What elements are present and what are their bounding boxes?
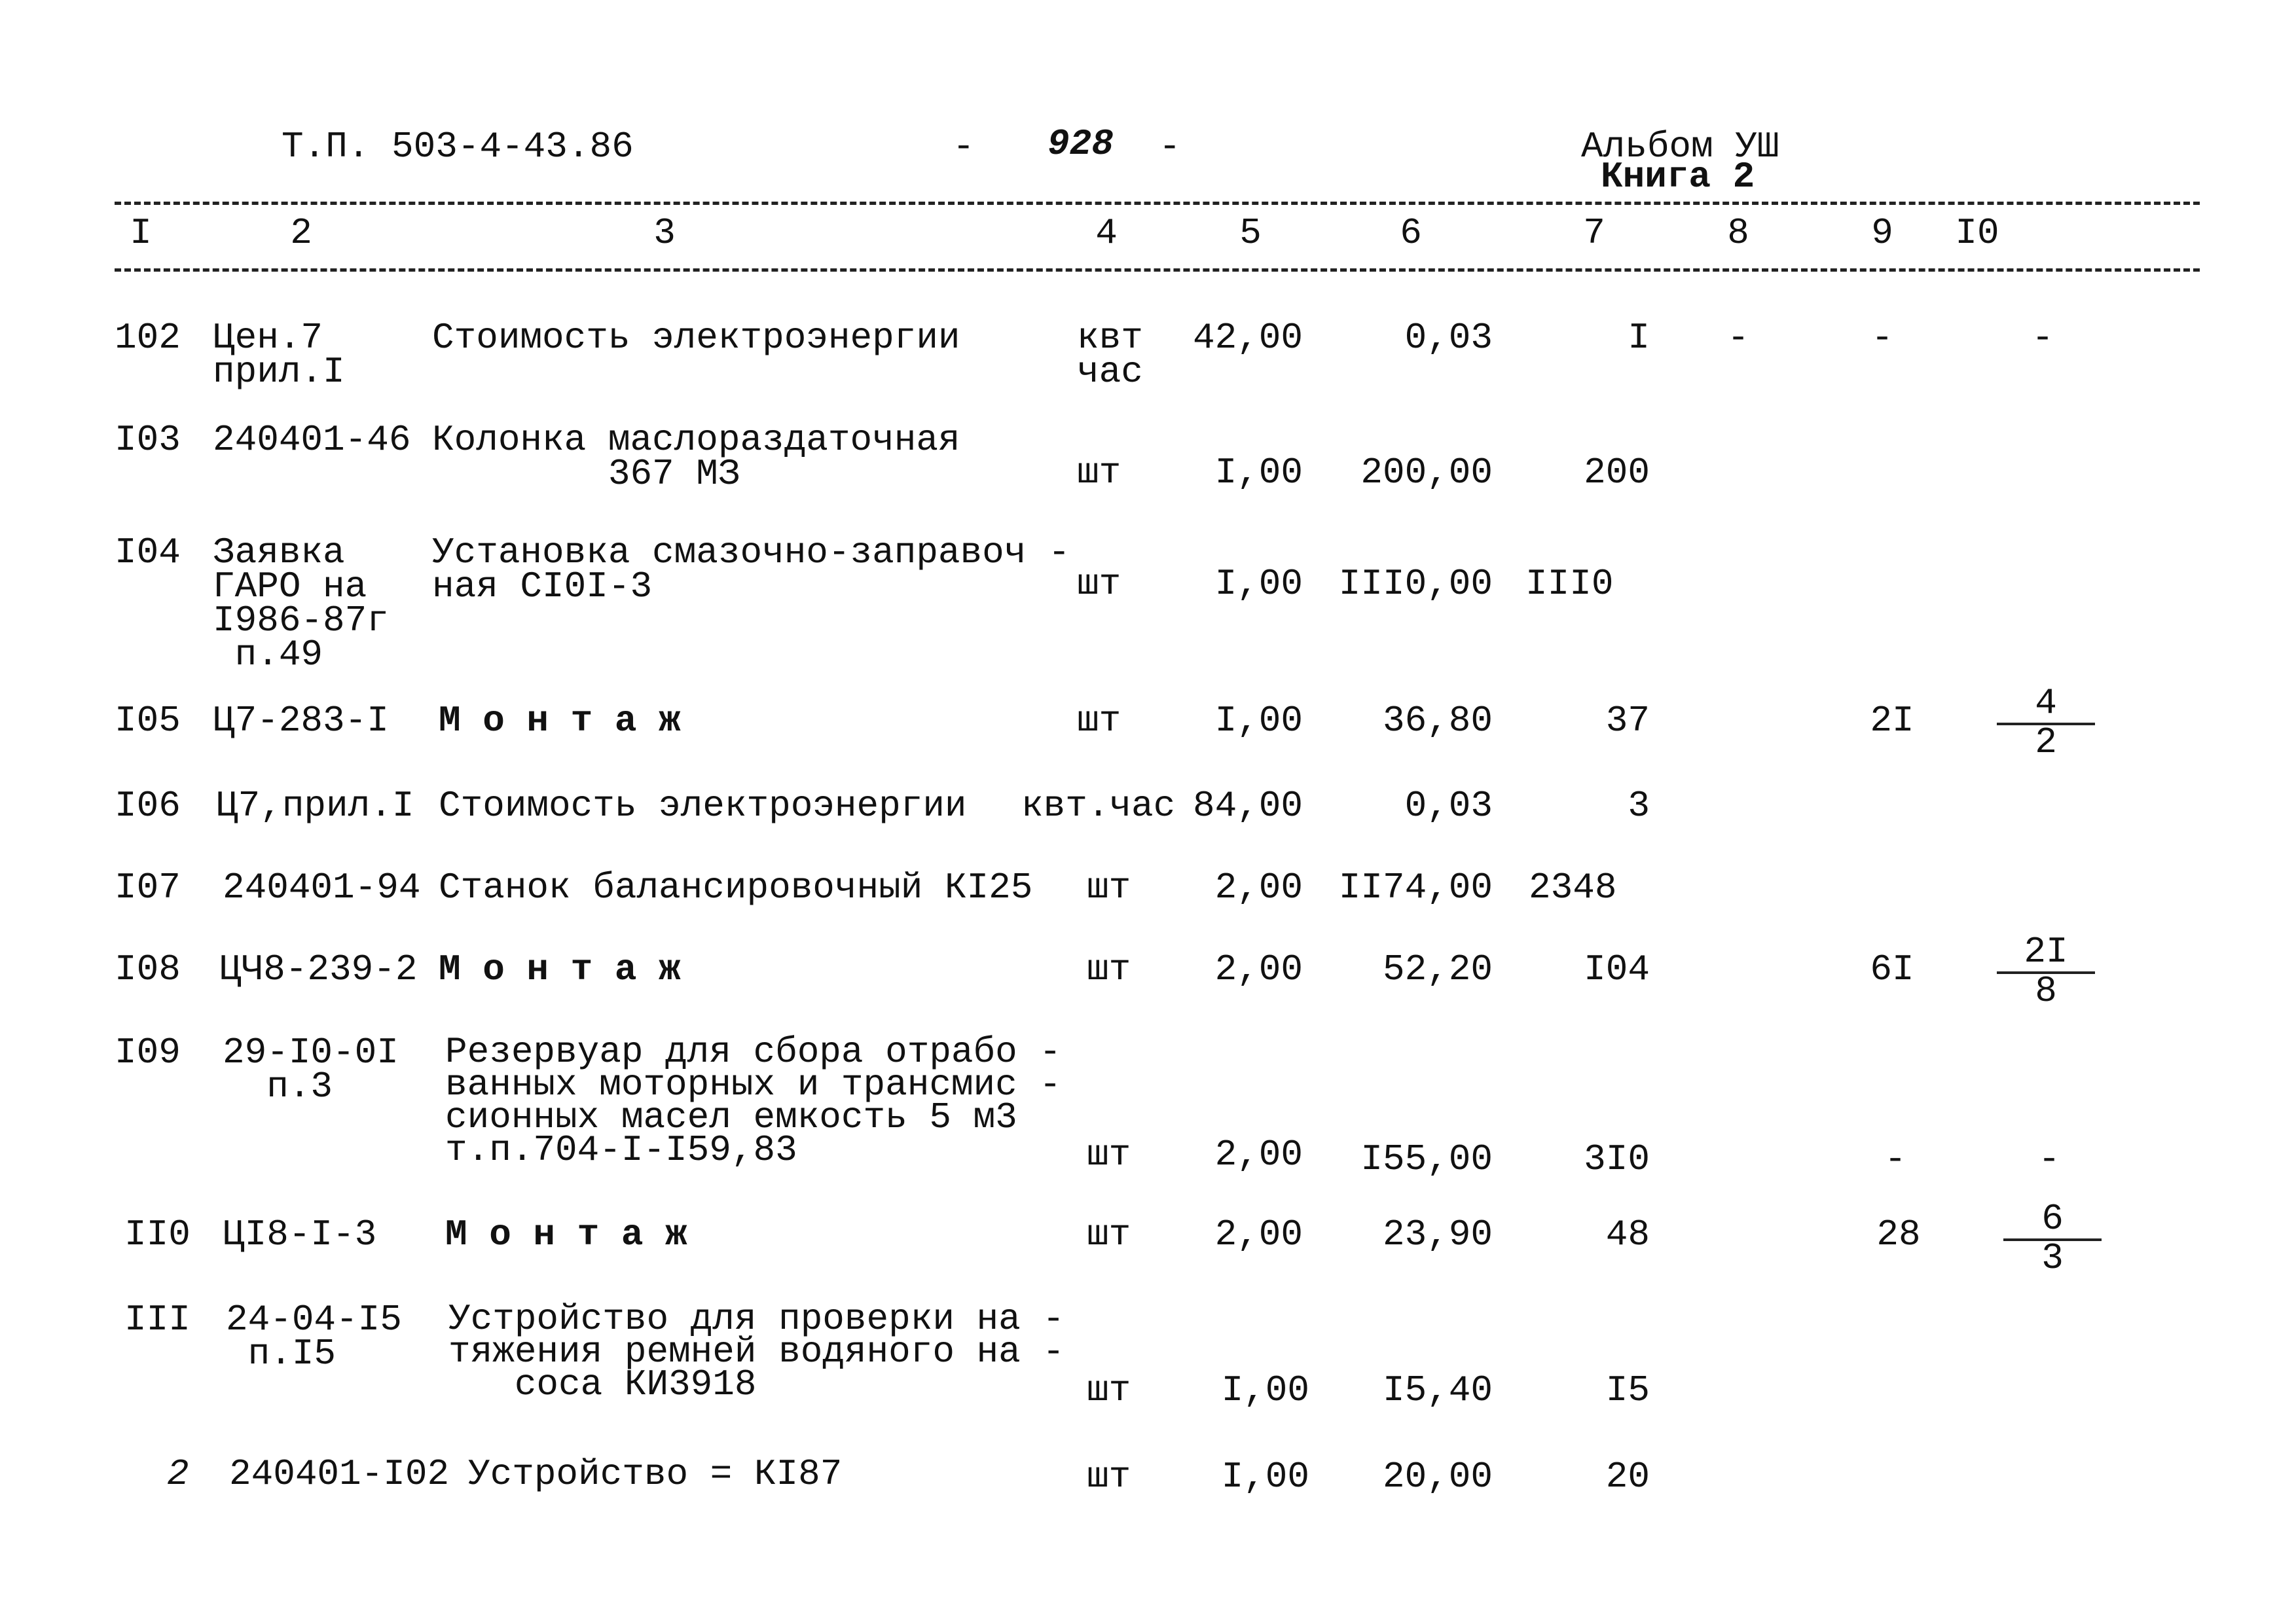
fraction-numerator: 6 <box>2041 1198 2064 1240</box>
row-col9: 2I <box>1870 700 1914 742</box>
row-col9: - <box>1871 317 1893 359</box>
col-header-6: 6 <box>1400 212 1422 254</box>
col-header-2: 2 <box>290 212 312 254</box>
fraction-denominator: 8 <box>2035 970 2057 1012</box>
row-total: I5 <box>1605 1369 1650 1411</box>
row-unit: шт <box>1087 948 1131 990</box>
row-total: I <box>1628 317 1650 359</box>
row-unit: шт <box>1087 1456 1131 1498</box>
row-description: М о н т а ж <box>439 700 681 742</box>
row-total: 200 <box>1584 452 1650 494</box>
row-total: 20 <box>1605 1456 1650 1498</box>
row-quantity: 2,00 <box>1214 948 1303 990</box>
row-quantity: I,00 <box>1214 563 1303 605</box>
row-description: Резервуар для сбора отрабо - ванных моторных и трансмис - сионных масел емкость 5 м3 т.п.704-I-I59,83 <box>445 1031 1061 1171</box>
row-quantity: 2,00 <box>1214 867 1303 909</box>
row-number: I04 <box>115 532 181 573</box>
row-unit: шт <box>1087 867 1131 909</box>
row-total: 2348 <box>1529 867 1617 909</box>
row-code: Ц7,прил.I <box>216 785 414 827</box>
row-quantity: I,00 <box>1221 1456 1309 1498</box>
header-rule-top <box>115 202 2200 205</box>
col-header-8: 8 <box>1727 212 1749 254</box>
row-col10: - <box>2032 317 2054 359</box>
row-total: 3I0 <box>1584 1138 1650 1180</box>
row-description: М о н т а ж <box>445 1214 687 1255</box>
row-code: ЦЧ8-239-2 <box>219 948 418 990</box>
row-number: II0 <box>124 1214 191 1255</box>
row-description: М о н т а ж <box>439 948 681 990</box>
row-unit-price: 200,00 <box>1360 452 1493 494</box>
row-quantity: 2,00 <box>1214 1214 1303 1255</box>
row-number: I07 <box>115 867 181 909</box>
doc-reference: Т.П. 503-4-43.86 <box>282 126 634 168</box>
fraction-numerator: 4 <box>2035 682 2057 724</box>
row-quantity: 42,00 <box>1192 317 1303 359</box>
col-header-9: 9 <box>1871 212 1893 254</box>
row-col10: - <box>2038 1138 2060 1180</box>
row-description: Стоимость электроэнергии <box>439 785 967 827</box>
row-unit-price: 23,90 <box>1382 1214 1493 1255</box>
row-unit: шт <box>1087 1369 1131 1411</box>
row-quantity: 2,00 <box>1214 1134 1303 1176</box>
header-dash-left: - <box>953 126 975 168</box>
row-total: 3 <box>1628 785 1650 827</box>
col-header-7: 7 <box>1583 212 1605 254</box>
page-number: 928 <box>1048 123 1114 165</box>
row-total: III0 <box>1525 563 1614 605</box>
fraction-denominator: 2 <box>2035 721 2057 763</box>
row-unit: квт час <box>1077 317 1143 393</box>
fraction-denominator: 3 <box>2041 1237 2064 1279</box>
row-code: Цен.7 прил.I <box>213 317 345 393</box>
row-description: Устройство для проверки на - тяжения ремней водяного на - соса КИ3918 <box>448 1298 1065 1405</box>
row-description: Устройство = КI87 <box>468 1453 843 1495</box>
row-code: 240401-I02 <box>229 1453 450 1495</box>
row-unit-price: III0,00 <box>1338 563 1493 605</box>
header-dash-right: - <box>1159 126 1181 168</box>
row-unit-price: I55,00 <box>1360 1138 1493 1180</box>
row-unit-price: 0,03 <box>1404 317 1493 359</box>
row-col10-fraction <box>2003 682 2088 765</box>
row-quantity: I,00 <box>1221 1369 1309 1411</box>
row-number: I06 <box>115 785 181 827</box>
row-unit-price: 20,00 <box>1382 1456 1493 1498</box>
album-label: Альбом УШ <box>1581 126 1779 168</box>
row-unit: шт <box>1077 700 1121 742</box>
book-label: Книга 2 <box>1601 156 1755 198</box>
row-number: 102 <box>115 317 181 359</box>
row-number: 2 <box>167 1453 189 1495</box>
row-number: I03 <box>115 419 181 461</box>
row-code: 24-04-I5 п.I5 <box>226 1299 402 1375</box>
row-quantity: I,00 <box>1214 700 1303 742</box>
row-col10-fraction <box>2003 931 2088 1013</box>
row-code: 29-I0-0I п.3 <box>223 1032 399 1108</box>
row-unit: шт <box>1087 1134 1131 1176</box>
row-number: I09 <box>115 1032 181 1074</box>
row-total: 37 <box>1605 700 1650 742</box>
row-quantity: 84,00 <box>1192 785 1303 827</box>
row-unit: шт <box>1077 563 1121 605</box>
row-unit: шт <box>1087 1214 1131 1255</box>
row-unit-price: I5,40 <box>1382 1369 1493 1411</box>
row-quantity: I,00 <box>1214 452 1303 494</box>
row-number: I05 <box>115 700 181 742</box>
row-code: 240401-46 <box>213 419 411 461</box>
row-description: Колонка маслораздаточная 367 МЗ <box>432 419 960 495</box>
fraction-numerator: 2I <box>2024 931 2068 973</box>
row-total: I04 <box>1584 948 1650 990</box>
col-header-10: I0 <box>1955 212 1999 254</box>
col-header-5: 5 <box>1239 212 1262 254</box>
row-unit: шт <box>1077 452 1121 494</box>
row-unit-price: 52,20 <box>1382 948 1493 990</box>
row-col10-fraction <box>2010 1198 2095 1280</box>
row-col9: 28 <box>1876 1214 1921 1255</box>
row-unit: квт.час <box>1021 785 1176 827</box>
row-code: Ц7-283-I <box>213 700 389 742</box>
row-code: ЦI8-I-3 <box>223 1214 377 1255</box>
row-description: Станок балансировочный КI25 <box>439 867 1033 909</box>
row-description: Установка смазочно-заправоч - ная CI0I-3 <box>432 532 1070 607</box>
row-number: I08 <box>115 948 181 990</box>
row-col9: 6I <box>1870 948 1914 990</box>
header-rule-bottom <box>115 268 2200 272</box>
row-unit-price: II74,00 <box>1338 867 1493 909</box>
row-number: III <box>124 1299 191 1341</box>
row-code: Заявка ГАРО на I986-87г п.49 <box>213 532 389 676</box>
row-col8: - <box>1727 317 1749 359</box>
row-unit-price: 36,80 <box>1382 700 1493 742</box>
row-total: 48 <box>1605 1214 1650 1255</box>
col-header-4: 4 <box>1095 212 1118 254</box>
row-unit-price: 0,03 <box>1404 785 1493 827</box>
row-col9: - <box>1884 1138 1906 1180</box>
col-header-1: I <box>130 212 152 254</box>
col-header-3: 3 <box>653 212 676 254</box>
row-code: 240401-94 <box>223 867 421 909</box>
row-description: Стоимость электроэнергии <box>432 317 960 359</box>
